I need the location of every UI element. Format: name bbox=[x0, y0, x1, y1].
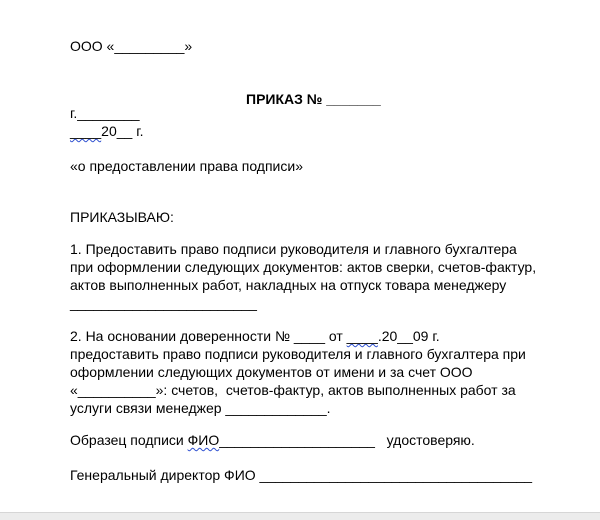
item2-first-line bbox=[70, 327, 440, 345]
date-rest: 20__ г. bbox=[101, 123, 144, 139]
signature-sample-label: Образец подписи bbox=[70, 432, 188, 448]
item2-line: оформлении следующих документов от имени и за счет ООО bbox=[70, 364, 473, 380]
order-title: ПРИКАЗ № _______ bbox=[246, 91, 381, 107]
date-blank: ____ bbox=[70, 123, 102, 139]
signature-sample-line bbox=[70, 431, 475, 449]
item2-line: предоставить право подписи руководителя и главного бухгалтера при bbox=[70, 346, 526, 362]
item2-text: 2. На основании доверенности № ____ от bbox=[70, 328, 347, 344]
item1-line: при оформлении следующих документов: актов сверки, счетов-фактур, bbox=[70, 259, 537, 275]
item2-date-blank: ____ bbox=[346, 328, 378, 344]
signature-fio: ФИО bbox=[187, 432, 220, 448]
order-word: ПРИКАЗЫВАЮ: bbox=[70, 209, 174, 225]
order-subject: «о предоставлении права подписи» bbox=[70, 158, 303, 174]
item2-line: услуги связи менеджер _____________. bbox=[70, 400, 331, 416]
item1-line: 1. Предоставить право подписи руководителя и главного бухгалтера bbox=[70, 241, 517, 257]
window-bottom-edge bbox=[0, 512, 600, 520]
date-line bbox=[70, 122, 143, 140]
item2-date-rest: .20__09 г. bbox=[377, 328, 440, 344]
item1-line: актов выполненных работ, накладных на отпуск товара менеджеру bbox=[70, 277, 507, 293]
company-line: ООО «_________» bbox=[70, 38, 193, 54]
item2-line: «__________»: счетов, счетов-фактур, актов выполненных работ за bbox=[70, 382, 516, 398]
city-line: г.________ bbox=[70, 105, 140, 121]
item1-line: ________________________ bbox=[70, 295, 257, 311]
signature-sample-rest: ____________________ удостоверяю. bbox=[219, 432, 475, 448]
director-line: Генеральный директор ФИО ___________________________________ bbox=[70, 467, 533, 483]
